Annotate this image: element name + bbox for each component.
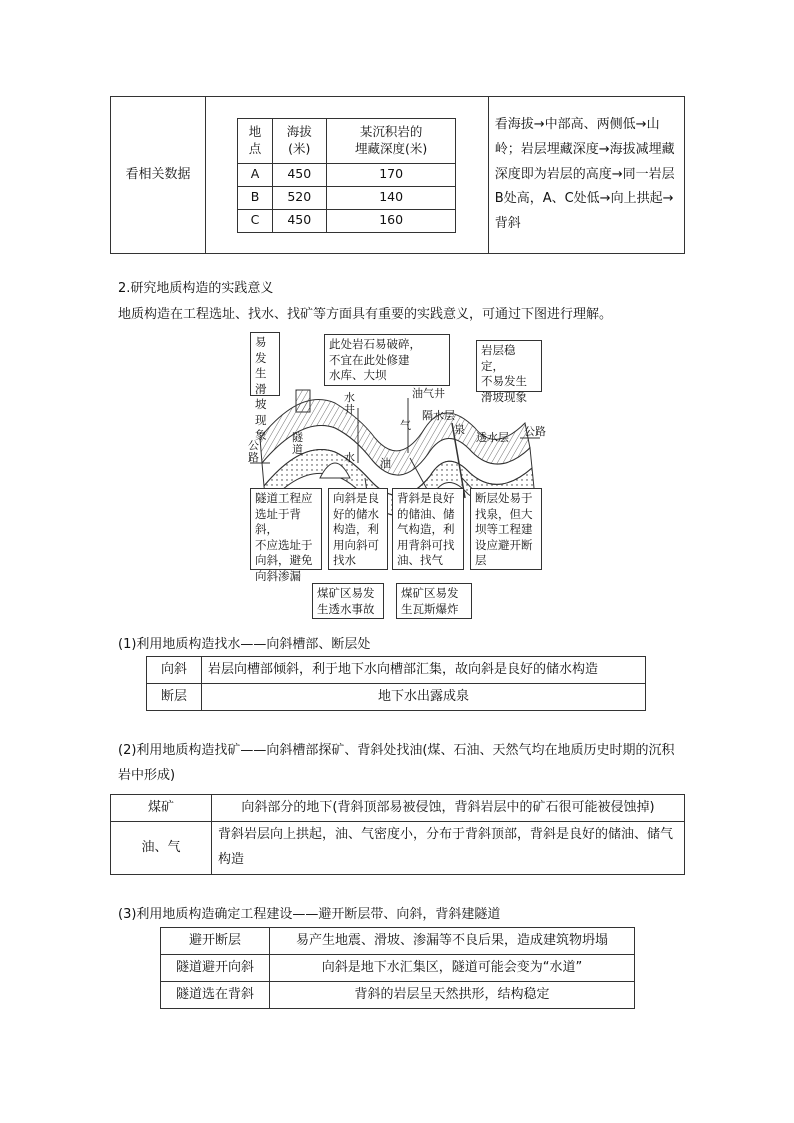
road-right-label: 公路 (524, 425, 546, 438)
table-row (238, 186, 456, 209)
row-text: 背斜的岩层呈天然拱形，结构稳定 (270, 982, 635, 1009)
row-label: 油、气 (111, 822, 212, 875)
inner-header: 地 点 (238, 118, 272, 163)
row-text: 向斜部分的地下(背斜顶部易被侵蚀，背斜岩层中的矿石很可能被侵蚀掉) (212, 795, 685, 822)
part2-heading: (2)利用地质构造找矿——向斜槽部探矿、背斜处找油(煤、石油、天然气均在地质历史时期的沉积岩中形成) (118, 743, 675, 783)
road-left-label: 公 路 (248, 439, 259, 465)
part1-table (146, 656, 646, 711)
water-label: 水 (344, 451, 355, 464)
row-text: 向斜是地下水汇集区，隧道可能会变为“水道” (270, 955, 635, 982)
row-label: 避开断层 (161, 928, 270, 955)
cell-depth: 140 (326, 186, 456, 209)
row-text: 岩层向槽部倾斜，利于地下水向槽部汇集，故向斜是良好的储水构造 (202, 657, 646, 684)
table-row (238, 209, 456, 232)
part1-heading: (1)利用地质构造找水——向斜槽部、断层处 (118, 637, 371, 652)
tunnel-site-box: 隧道工程应 选址于背斜， 不应选址于 向斜，避免 向斜渗漏 (250, 488, 322, 570)
left-label-cell (111, 97, 206, 254)
inner-header: 海拔 (米) (272, 118, 326, 163)
section-heading: 2.研究地质构造的实践意义 (118, 281, 274, 296)
table-row (147, 657, 646, 684)
cell-point: A (238, 163, 272, 186)
cell-elevation: 520 (272, 186, 326, 209)
cell-point: B (238, 186, 272, 209)
reasoning-cell (488, 97, 684, 254)
reasoning-text: 看海拔→中部高、两侧低→山岭；岩层埋藏深度→海拔减埋藏深度即为岩层的高度→同一岩层B处高，A、C处低→向上拱起→背斜 (494, 117, 675, 232)
anticline-oil-box: 背斜是良好 的储油、储 气构造，利 用背斜可找 油、找气 (392, 488, 464, 570)
geology-diagram (240, 328, 560, 628)
inner-header: 某沉积岩的 埋藏深度(米) (326, 118, 456, 163)
table-row (161, 928, 635, 955)
inner-table-cell (205, 97, 488, 254)
coal-water-box: 煤矿区易发 生透水事故 (312, 583, 384, 619)
table-row (161, 982, 635, 1009)
cell-point: C (238, 209, 272, 232)
oil-well-label: 油气井 (412, 387, 445, 400)
gas-label: 气 (400, 419, 411, 432)
coal-gas-box: 煤矿区易发 生瓦斯爆炸 (396, 583, 472, 619)
row-label: 断层 (147, 684, 202, 711)
table-row (147, 684, 646, 711)
cell-elevation: 450 (272, 209, 326, 232)
dam (296, 390, 310, 412)
broken-rock-box: 此处岩石易破碎， 不宜在此处修建 水库、大坝 (324, 334, 450, 386)
syncline-water-box: 向斜是良 好的储水 构造，利 用向斜可 找水 (328, 488, 388, 570)
water-well-label: 水 井 (344, 391, 355, 417)
table-row (111, 795, 685, 822)
oil-label: 油 (380, 457, 391, 470)
part2-table (110, 794, 685, 875)
cell-elevation: 450 (272, 163, 326, 186)
stable-rock-box: 岩层稳定， 不易发生 滑坡现象 (476, 340, 542, 392)
data-reading-table (110, 96, 685, 254)
row-label: 隧道选在背斜 (161, 982, 270, 1009)
row-text: 易产生地震、滑坡、渗漏等不良后果，造成建筑物坍塌 (270, 928, 635, 955)
row-text: 背斜岩层向上拱起，油、气密度小，分布于背斜顶部，背斜是良好的储油、储气构造 (212, 822, 685, 875)
row-text: 地下水出露成泉 (202, 684, 646, 711)
slope-risk-box: 易发 生滑 坡现 象 (250, 332, 280, 396)
cell-depth: 170 (326, 163, 456, 186)
elevation-table (237, 118, 456, 233)
table-row (111, 822, 685, 875)
part3-table (160, 927, 635, 1009)
table-row (238, 163, 456, 186)
part3-heading: (3)利用地质构造确定工程建设——避开断层带、向斜，背斜建隧道 (118, 907, 501, 922)
fault-spring-box: 断层处易于 找泉，但大 坝等工程建 设应避开断 层 (470, 488, 542, 570)
tunnel-label: 隧 道 (292, 431, 303, 457)
aquifer-label: 透水层 (476, 431, 509, 444)
section-intro: 地质构造在工程选址、找水、找矿等方面具有重要的实践意义，可通过下图进行理解。 (118, 307, 613, 322)
cell-depth: 160 (326, 209, 456, 232)
row-label: 向斜 (147, 657, 202, 684)
row-label: 隧道避开向斜 (161, 955, 270, 982)
row-label: 煤矿 (111, 795, 212, 822)
left-label: 看相关数据 (125, 166, 191, 182)
aquiclude-label: 隔水层 (422, 409, 455, 422)
spring-label: 泉 (454, 423, 465, 436)
table-row (161, 955, 635, 982)
